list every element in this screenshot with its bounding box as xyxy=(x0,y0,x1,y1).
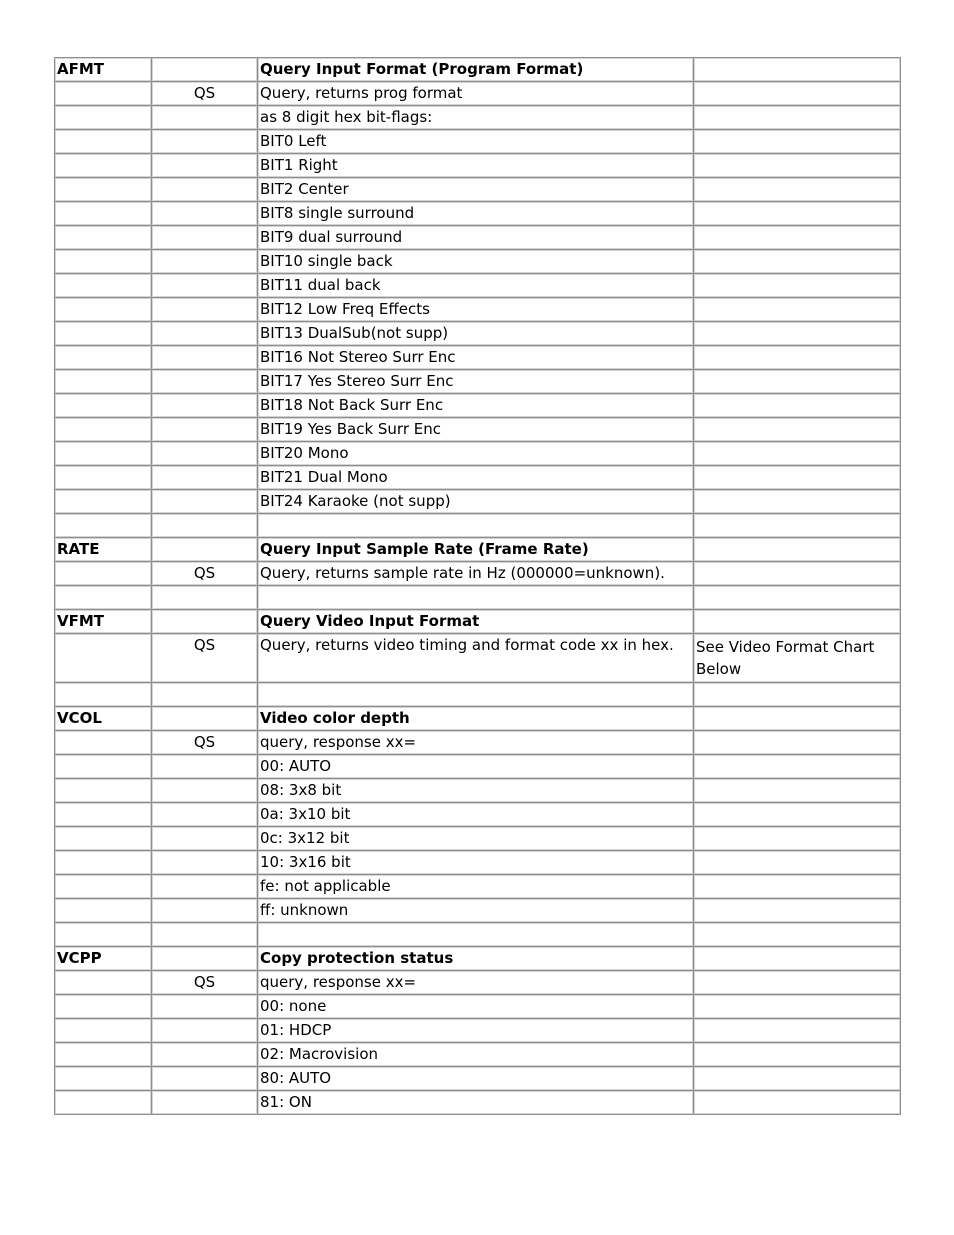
command-cell xyxy=(55,370,152,394)
command-cell xyxy=(55,130,152,154)
note-cell xyxy=(694,779,901,803)
query-type-cell xyxy=(152,154,258,178)
description-cell: BIT16 Not Stereo Surr Enc xyxy=(258,346,694,370)
note-cell xyxy=(694,1091,901,1115)
description-cell: 01: HDCP xyxy=(258,1019,694,1043)
table-row xyxy=(55,298,901,322)
note-cell xyxy=(694,1067,901,1091)
query-type-cell xyxy=(152,779,258,803)
description-cell: Query Video Input Format xyxy=(258,610,694,634)
note-cell xyxy=(694,250,901,274)
table-row xyxy=(55,178,901,202)
note-cell xyxy=(694,154,901,178)
command-cell xyxy=(55,466,152,490)
description-cell: Query Input Format (Program Format) xyxy=(258,58,694,82)
table-row xyxy=(55,226,901,250)
query-type-cell xyxy=(152,346,258,370)
query-type-cell xyxy=(152,875,258,899)
query-type-cell xyxy=(152,106,258,130)
query-type-cell xyxy=(152,226,258,250)
command-cell xyxy=(55,82,152,106)
query-type-cell: QS xyxy=(152,634,258,683)
table-row xyxy=(55,995,901,1019)
command-cell xyxy=(55,322,152,346)
table-row xyxy=(55,731,901,755)
note-cell xyxy=(694,1043,901,1067)
note-cell xyxy=(694,995,901,1019)
table-row xyxy=(55,202,901,226)
table-row xyxy=(55,250,901,274)
command-cell xyxy=(55,226,152,250)
description-cell: BIT9 dual surround xyxy=(258,226,694,250)
query-type-cell xyxy=(152,1019,258,1043)
command-cell xyxy=(55,1019,152,1043)
command-cell xyxy=(55,106,152,130)
command-cell xyxy=(55,490,152,514)
note-cell xyxy=(694,466,901,490)
section-header-row xyxy=(55,58,901,82)
command-cell xyxy=(55,899,152,923)
table-row xyxy=(55,1067,901,1091)
description-cell: Query, returns video timing and format code xx in hex. xyxy=(258,634,694,683)
query-type-cell xyxy=(152,58,258,82)
command-cell xyxy=(55,755,152,779)
note-cell xyxy=(694,442,901,466)
query-type-cell: QS xyxy=(152,562,258,586)
description-cell: BIT2 Center xyxy=(258,178,694,202)
query-type-cell xyxy=(152,803,258,827)
query-type-cell xyxy=(152,851,258,875)
table-row xyxy=(55,875,901,899)
note-cell xyxy=(694,947,901,971)
table-row xyxy=(55,322,901,346)
query-type-cell xyxy=(152,707,258,731)
note-cell xyxy=(694,490,901,514)
table-row xyxy=(55,586,901,610)
description-cell: ff: unknown xyxy=(258,899,694,923)
table-row xyxy=(55,346,901,370)
note-cell xyxy=(694,1019,901,1043)
table-row xyxy=(55,418,901,442)
note-cell xyxy=(694,731,901,755)
table-row xyxy=(55,562,901,586)
note-cell xyxy=(694,586,901,610)
table-row xyxy=(55,779,901,803)
description-cell: 10: 3x16 bit xyxy=(258,851,694,875)
table-row xyxy=(55,683,901,707)
note-cell xyxy=(694,610,901,634)
command-cell xyxy=(55,442,152,466)
query-type-cell xyxy=(152,538,258,562)
query-type-cell xyxy=(152,610,258,634)
note-cell xyxy=(694,130,901,154)
command-cell xyxy=(55,346,152,370)
command-cell: AFMT xyxy=(55,58,152,82)
description-cell: BIT21 Dual Mono xyxy=(258,466,694,490)
query-type-cell xyxy=(152,274,258,298)
query-type-cell xyxy=(152,202,258,226)
command-cell xyxy=(55,875,152,899)
command-cell xyxy=(55,1067,152,1091)
command-cell xyxy=(55,250,152,274)
description-cell xyxy=(258,586,694,610)
table-row xyxy=(55,827,901,851)
command-table xyxy=(54,57,901,1115)
description-cell: 81: ON xyxy=(258,1091,694,1115)
description-cell: 0c: 3x12 bit xyxy=(258,827,694,851)
query-type-cell xyxy=(152,586,258,610)
command-cell xyxy=(55,586,152,610)
note-cell xyxy=(694,923,901,947)
table-row xyxy=(55,1019,901,1043)
description-cell: BIT0 Left xyxy=(258,130,694,154)
note-cell xyxy=(694,418,901,442)
table-row xyxy=(55,803,901,827)
table-row xyxy=(55,82,901,106)
section-header-row xyxy=(55,707,901,731)
description-cell: BIT1 Right xyxy=(258,154,694,178)
table-row xyxy=(55,394,901,418)
description-cell: query, response xx= xyxy=(258,731,694,755)
command-cell: VCOL xyxy=(55,707,152,731)
description-cell: BIT13 DualSub(not supp) xyxy=(258,322,694,346)
note-cell xyxy=(694,322,901,346)
note-cell xyxy=(694,346,901,370)
note-cell: See Video Format Chart Below xyxy=(694,634,901,683)
description-cell: fe: not applicable xyxy=(258,875,694,899)
query-type-cell xyxy=(152,899,258,923)
query-type-cell xyxy=(152,322,258,346)
query-type-cell xyxy=(152,683,258,707)
query-type-cell xyxy=(152,1091,258,1115)
query-type-cell xyxy=(152,947,258,971)
command-cell xyxy=(55,1043,152,1067)
table-row xyxy=(55,442,901,466)
description-cell: as 8 digit hex bit-flags: xyxy=(258,106,694,130)
command-cell xyxy=(55,731,152,755)
section-header-row xyxy=(55,947,901,971)
command-cell xyxy=(55,923,152,947)
table-row xyxy=(55,1091,901,1115)
table-row xyxy=(55,971,901,995)
command-cell xyxy=(55,202,152,226)
table-row xyxy=(55,755,901,779)
note-cell xyxy=(694,899,901,923)
command-cell xyxy=(55,514,152,538)
description-cell: BIT11 dual back xyxy=(258,274,694,298)
command-cell xyxy=(55,1091,152,1115)
table-row xyxy=(55,634,901,683)
description-cell: 08: 3x8 bit xyxy=(258,779,694,803)
description-cell: query, response xx= xyxy=(258,971,694,995)
note-cell xyxy=(694,58,901,82)
command-cell xyxy=(55,683,152,707)
note-cell xyxy=(694,803,901,827)
note-cell xyxy=(694,538,901,562)
command-cell xyxy=(55,995,152,1019)
description-cell: Query, returns sample rate in Hz (000000=unknown). xyxy=(258,562,694,586)
table-row xyxy=(55,106,901,130)
command-cell xyxy=(55,779,152,803)
command-table-body xyxy=(55,58,901,1115)
description-cell: BIT18 Not Back Surr Enc xyxy=(258,394,694,418)
command-cell xyxy=(55,803,152,827)
query-type-cell xyxy=(152,250,258,274)
description-cell xyxy=(258,683,694,707)
note-cell xyxy=(694,514,901,538)
note-cell xyxy=(694,106,901,130)
command-cell xyxy=(55,154,152,178)
table-row xyxy=(55,370,901,394)
table-row xyxy=(55,851,901,875)
command-cell xyxy=(55,562,152,586)
note-cell xyxy=(694,298,901,322)
query-type-cell xyxy=(152,370,258,394)
table-row xyxy=(55,466,901,490)
description-cell xyxy=(258,514,694,538)
description-cell: 00: none xyxy=(258,995,694,1019)
query-type-cell xyxy=(152,1067,258,1091)
table-row xyxy=(55,514,901,538)
table-row xyxy=(55,274,901,298)
command-cell xyxy=(55,394,152,418)
note-cell xyxy=(694,851,901,875)
note-cell xyxy=(694,274,901,298)
command-cell xyxy=(55,827,152,851)
description-cell: 80: AUTO xyxy=(258,1067,694,1091)
description-cell: BIT17 Yes Stereo Surr Enc xyxy=(258,370,694,394)
query-type-cell xyxy=(152,1043,258,1067)
description-cell: Video color depth xyxy=(258,707,694,731)
query-type-cell xyxy=(152,130,258,154)
query-type-cell: QS xyxy=(152,731,258,755)
query-type-cell xyxy=(152,394,258,418)
section-header-row xyxy=(55,610,901,634)
command-cell xyxy=(55,274,152,298)
query-type-cell: QS xyxy=(152,971,258,995)
query-type-cell xyxy=(152,418,258,442)
command-cell xyxy=(55,418,152,442)
note-cell xyxy=(694,394,901,418)
description-cell: Copy protection status xyxy=(258,947,694,971)
description-cell: BIT19 Yes Back Surr Enc xyxy=(258,418,694,442)
query-type-cell xyxy=(152,995,258,1019)
table-row xyxy=(55,130,901,154)
command-cell xyxy=(55,634,152,683)
table-row xyxy=(55,923,901,947)
description-cell: Query, returns prog format xyxy=(258,82,694,106)
query-type-cell xyxy=(152,466,258,490)
note-cell xyxy=(694,82,901,106)
note-cell xyxy=(694,683,901,707)
description-cell: 0a: 3x10 bit xyxy=(258,803,694,827)
command-cell xyxy=(55,851,152,875)
note-cell xyxy=(694,202,901,226)
command-cell xyxy=(55,298,152,322)
table-row xyxy=(55,490,901,514)
table-row xyxy=(55,154,901,178)
command-cell xyxy=(55,971,152,995)
description-cell: BIT8 single surround xyxy=(258,202,694,226)
description-cell: 00: AUTO xyxy=(258,755,694,779)
note-cell xyxy=(694,226,901,250)
note-cell xyxy=(694,755,901,779)
command-cell: VFMT xyxy=(55,610,152,634)
query-type-cell: QS xyxy=(152,82,258,106)
command-cell xyxy=(55,178,152,202)
query-type-cell xyxy=(152,923,258,947)
query-type-cell xyxy=(152,490,258,514)
note-cell xyxy=(694,827,901,851)
command-cell: RATE xyxy=(55,538,152,562)
description-cell: 02: Macrovision xyxy=(258,1043,694,1067)
description-cell: BIT12 Low Freq Effects xyxy=(258,298,694,322)
query-type-cell xyxy=(152,178,258,202)
description-cell: BIT24 Karaoke (not supp) xyxy=(258,490,694,514)
note-cell xyxy=(694,971,901,995)
query-type-cell xyxy=(152,827,258,851)
note-cell xyxy=(694,178,901,202)
query-type-cell xyxy=(152,514,258,538)
query-type-cell xyxy=(152,442,258,466)
table-row xyxy=(55,1043,901,1067)
note-cell xyxy=(694,370,901,394)
note-cell xyxy=(694,707,901,731)
section-header-row xyxy=(55,538,901,562)
description-cell: BIT20 Mono xyxy=(258,442,694,466)
description-cell: BIT10 single back xyxy=(258,250,694,274)
command-cell: VCPP xyxy=(55,947,152,971)
description-cell: Query Input Sample Rate (Frame Rate) xyxy=(258,538,694,562)
note-cell xyxy=(694,562,901,586)
query-type-cell xyxy=(152,755,258,779)
table-row xyxy=(55,899,901,923)
description-cell xyxy=(258,923,694,947)
note-cell xyxy=(694,875,901,899)
query-type-cell xyxy=(152,298,258,322)
